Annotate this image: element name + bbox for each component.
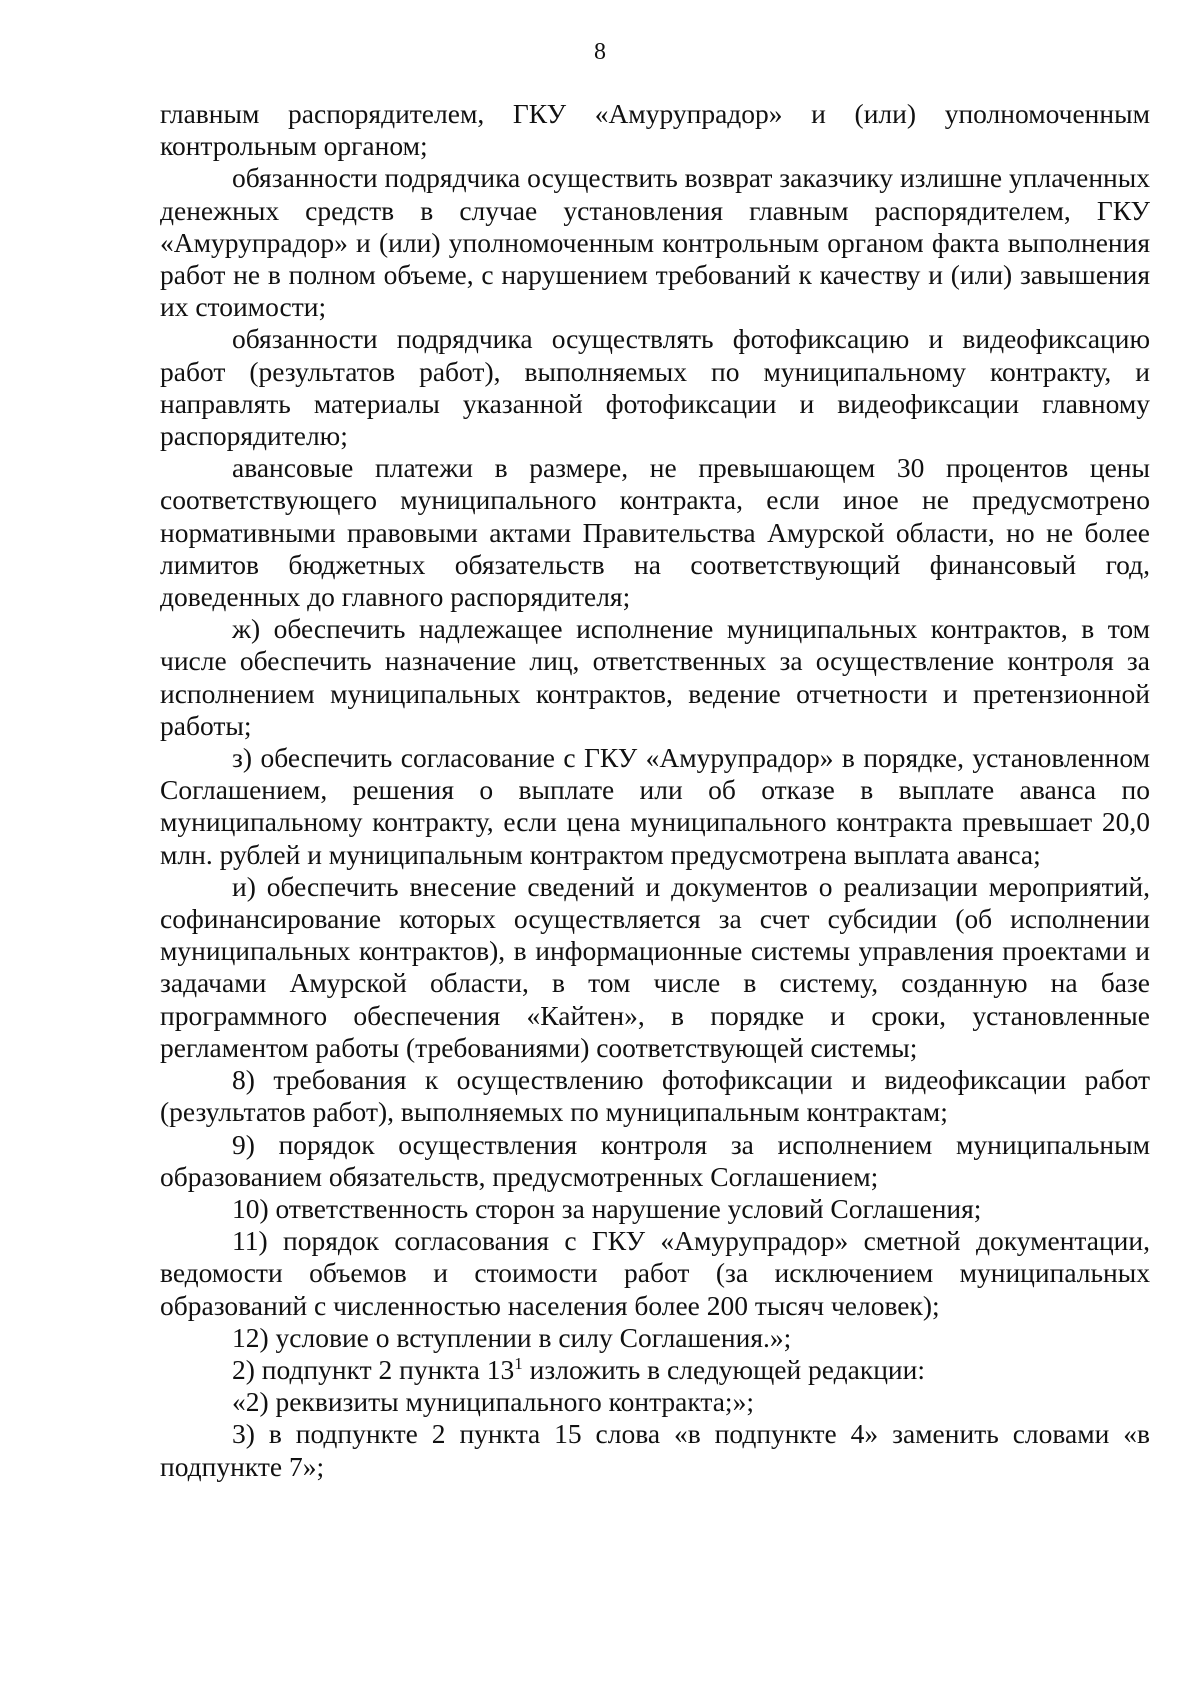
paragraph-text-after: изложить в следующей редакции: [522,1353,925,1385]
paragraph: 8) требования к осуществлению фотофиксации и видеофиксации работ (результатов работ), выполняемых по муниципальным контрактам; [160,1064,1150,1128]
paragraph: 11) порядок согласования с ГКУ «Амурупрадор» сметной документации, ведомости объемов и стоимости работ (за исключением муниципальных образований с численностью населения более 200 тысяч человек); [160,1225,1150,1321]
document-body [160,98,1150,1483]
paragraph: 12) условие о вступлении в силу Соглашения.»; [232,1321,792,1353]
paragraph: обязанности подрядчика осуществлять фотофиксацию и видеофиксацию работ (результатов работ), выполняемых по муниципальному контракту, и направлять материалы указанной фотофиксации и видеофиксации главному распорядителю; [160,323,1150,452]
page-number: 8 [594,39,606,65]
paragraph [160,1354,1150,1386]
paragraph: «2) реквизиты муниципального контракта;»; [232,1386,754,1418]
paragraph: главным распорядителем, ГКУ «Амурупрадор» и (или) уполномоченным контрольным органом; [160,98,1150,162]
paragraph: 9) порядок осуществления контроля за исполнением муниципальным образованием обязательств, предусмотренных Соглашением; [160,1128,1150,1192]
paragraph: 3) в подпункте 2 пункта 15 слова «в подпункте 4» заменить словами «в подпункте 7»; [160,1418,1150,1482]
paragraph: авансовые платежи в размере, не превышающем 30 процентов цены соответствующего муниципального контракта, если иное не предусмотрено нормативными правовыми актами Правительства Амурской области, но не более лимитов бюджетных обязательств на соответствующий финансовый год, доведенных до главного распорядителя; [160,452,1150,613]
paragraph-text-before: 2) подпункт 2 пункта 13 [232,1353,515,1385]
paragraph: ж) обеспечить надлежащее исполнение муниципальных контрактов, в том числе обеспечить назначение лиц, ответственных за осуществление контроля за исполнением муниципальных контрактов, ведение отчетности и претензионной работы; [160,613,1150,741]
paragraph: и) обеспечить внесение сведений и документов о реализации мероприятий, софинансирование которых осуществляется за счет субсидии (об исполнении муниципальных контрактов), в информационные системы управления проектами и задачами Амурской области, в том числе в систему, созданную на базе программного обеспечения «Кайтен», в порядке и сроки, установленные регламентом работы (требованиями) соответствующей системы; [160,870,1150,1063]
paragraph: 10) ответственность сторон за нарушение условий Соглашения; [232,1192,982,1224]
paragraph: обязанности подрядчика осуществить возврат заказчику излишне уплаченных денежных средств в случае установления главным распорядителем, ГКУ «Амурупрадор» и (или) уполномоченным контрольным органом факта выполнения работ не в полном объеме, с нарушением требований к качеству и (или) завышения их стоимости; [160,162,1150,323]
paragraph: з) обеспечить согласование с ГКУ «Амурупрадор» в порядке, установленном Соглашением, решения о выплате или об отказе в выплате аванса по муниципальному контракту, если цена муниципального контракта превышает 20,0 млн. рублей и муниципальным контрактом предусмотрена выплата аванса; [160,742,1150,870]
superscript: 1 [514,1353,523,1373]
